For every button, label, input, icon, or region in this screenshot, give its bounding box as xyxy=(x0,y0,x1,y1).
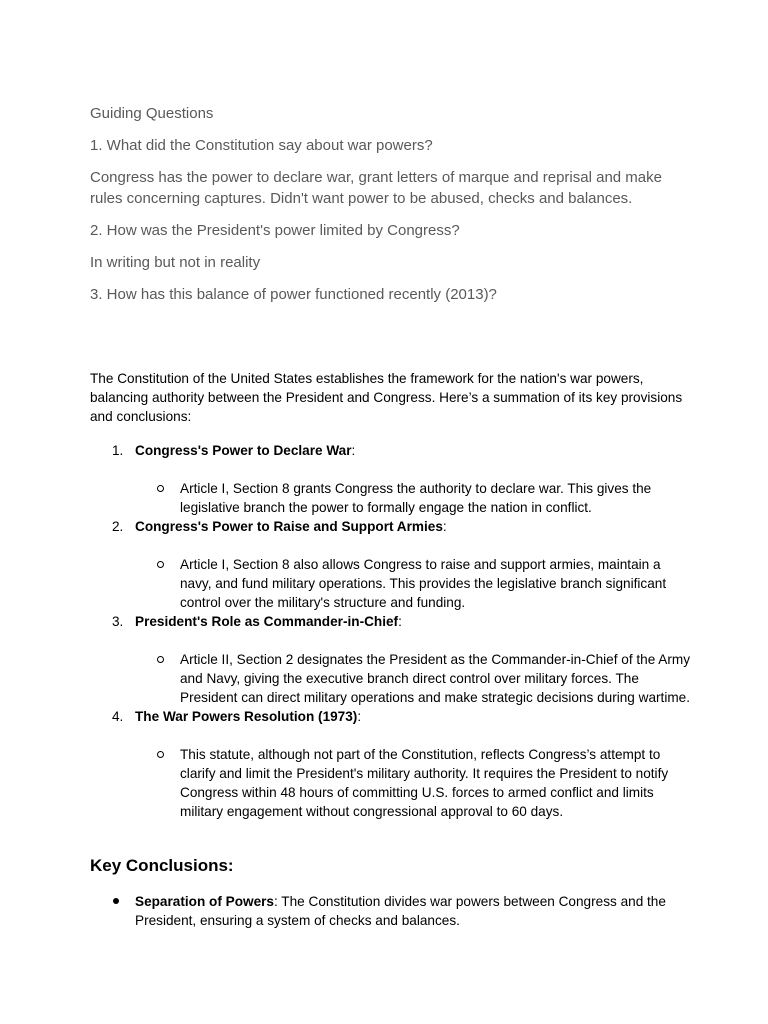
provision-detail xyxy=(135,479,690,517)
hollow-bullet-icon xyxy=(157,656,164,663)
list-item xyxy=(90,892,690,930)
list-number: 1. xyxy=(112,443,124,458)
provision-heading xyxy=(135,612,690,631)
conclusions-list xyxy=(90,892,690,930)
provision-detail-text: This statute, although not part of the Constitution, reflects Congress’s attempt to clarify and limit the President's military authority. It requires the President to notify Congress within 48 hours of committing U.S. forces to armed conflict and limits military engagement without congressional approval to 60 days. xyxy=(180,747,669,819)
list-number: 4. xyxy=(112,709,124,724)
conclusion-text: : The Constitution divides war powers between Congress and the President, ensuring a system of checks and balances. xyxy=(135,894,666,928)
conclusion-title: Separation of Powers xyxy=(135,894,274,909)
provision-detail-text: Article II, Section 2 designates the President as the Commander-in-Chief of the Army and Navy, giving the executive branch direct control over military forces. The President can direct military operations and make strategic decisions during wartime. xyxy=(180,652,691,705)
hollow-bullet-icon xyxy=(157,751,164,758)
provision-detail xyxy=(135,650,690,707)
provision-detail xyxy=(135,745,690,821)
provision-title: President's Role as Commander-in-Chief xyxy=(135,614,399,629)
provision-detail xyxy=(135,555,690,612)
summary-intro: The Constitution of the United States establishes the framework for the nation's war powers, balancing authority between the President and Congress. Here’s a summation of its key provisions and conclusions: xyxy=(90,371,683,424)
hollow-bullet-icon xyxy=(157,485,164,492)
answer-1: Congress has the power to declare war, grant letters of marque and reprisal and make rules concerning captures. Didn't want power to be abused, checks and balances. xyxy=(90,169,662,207)
provision-colon: : xyxy=(357,709,362,724)
list-item xyxy=(90,441,690,517)
provision-detail-text: Article I, Section 8 grants Congress the authority to declare war. This gives the legislative branch the power to formally engage the nation in conflict. xyxy=(180,481,652,515)
provisions-list xyxy=(90,441,690,821)
question-1: 1. What did the Constitution say about war powers? xyxy=(90,137,433,154)
provision-colon: : xyxy=(351,443,356,458)
list-number: 2. xyxy=(112,519,124,534)
provision-colon: : xyxy=(442,519,447,534)
provision-title: The War Powers Resolution (1973) xyxy=(135,709,358,724)
provision-heading xyxy=(135,441,690,460)
list-item xyxy=(90,612,690,707)
guiding-questions-heading: Guiding Questions xyxy=(90,105,214,122)
question-2: 2. How was the President's power limited by Congress? xyxy=(90,222,460,239)
question-3: 3. How has this balance of power functioned recently (2013)? xyxy=(90,286,497,303)
bullet-icon xyxy=(113,898,119,904)
provision-title: Congress's Power to Declare War xyxy=(135,443,352,458)
provision-heading xyxy=(135,707,690,726)
hollow-bullet-icon xyxy=(157,561,164,568)
provision-colon: : xyxy=(398,614,402,629)
list-number: 3. xyxy=(112,614,124,629)
answer-2: In writing but not in reality xyxy=(90,254,261,271)
provision-detail-text: Article I, Section 8 also allows Congress to raise and support armies, maintain a navy, and fund military operations. This provides the legislative branch significant control over the military's structure and funding. xyxy=(180,557,667,610)
key-conclusions-heading: Key Conclusions: xyxy=(90,856,234,875)
provision-heading xyxy=(135,517,690,536)
provision-title: Congress's Power to Raise and Support Armies xyxy=(135,519,443,534)
list-item xyxy=(90,517,690,612)
list-item xyxy=(90,707,690,821)
